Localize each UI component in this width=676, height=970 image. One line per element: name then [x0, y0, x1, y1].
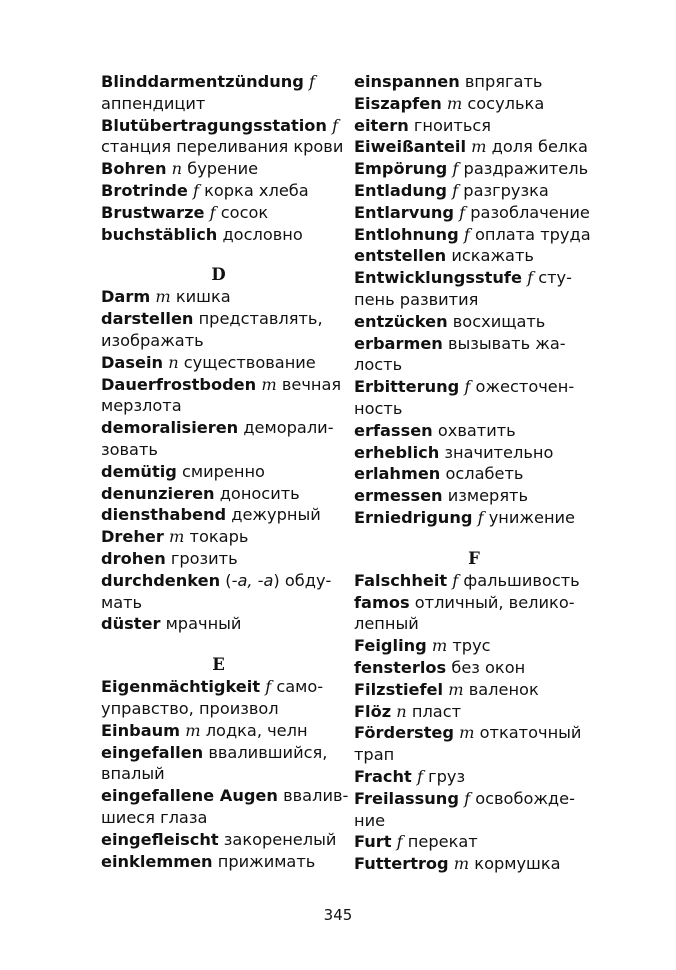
headword: Falschheit	[354, 570, 448, 590]
entry-line	[354, 245, 594, 267]
dictionary-entry	[101, 851, 336, 873]
entry-line	[101, 330, 336, 352]
headword: drohen	[101, 548, 166, 568]
dictionary-entry	[354, 485, 594, 507]
dictionary-entry	[354, 333, 594, 377]
translation: лодка, челн	[200, 720, 308, 740]
entry-line	[101, 224, 336, 246]
entry-line	[101, 93, 336, 115]
translation: пень развития	[354, 289, 479, 309]
translation: грозить	[165, 548, 238, 568]
entry-line	[101, 742, 336, 764]
left-column	[101, 71, 349, 872]
entry-line	[101, 71, 336, 93]
entry-line	[101, 352, 336, 374]
translation: сосок	[215, 202, 269, 222]
translation: шиеся глаза	[101, 807, 208, 827]
dictionary-entry	[354, 158, 594, 180]
grammar-marker: f	[472, 507, 484, 527]
dictionary-entry	[101, 286, 336, 308]
dictionary-entry	[101, 676, 336, 720]
translation: откаточный	[474, 723, 582, 743]
entry-line	[101, 720, 336, 742]
grammar-marker: f	[453, 202, 466, 222]
grammar-marker: f	[326, 115, 339, 135]
headword: fensterlos	[354, 657, 447, 677]
dictionary-entry	[354, 93, 594, 115]
grammar-marker: m	[256, 374, 277, 394]
headword: Fracht	[354, 766, 412, 786]
grammar-marker: f	[447, 180, 459, 200]
entry-line	[354, 267, 594, 289]
headword: Dreher	[101, 527, 164, 547]
dictionary-entry	[101, 613, 336, 635]
headword: eingefallene Augen	[101, 786, 278, 806]
headword: Brustwarze	[101, 202, 205, 222]
headword: Feigling	[354, 636, 427, 656]
entry-line	[354, 679, 594, 701]
headword: Darm	[101, 287, 151, 307]
headword: eitern	[354, 115, 409, 135]
translation: доносить	[214, 483, 300, 503]
grammar-marker: f	[204, 202, 216, 222]
dictionary-entry	[354, 722, 594, 766]
grammar-marker: f	[411, 766, 423, 786]
entry-line	[101, 158, 336, 180]
translation: значительно	[439, 442, 554, 462]
entry-line	[101, 417, 336, 439]
translation: восхищать	[447, 311, 546, 331]
translation: перекат	[402, 832, 478, 852]
entry-line	[101, 698, 336, 720]
headword: buchstäblich	[101, 224, 218, 244]
headword: Filzstiefel	[354, 679, 444, 699]
entry-line	[354, 766, 594, 788]
headword: darstellen	[101, 309, 194, 329]
entry-line	[101, 526, 336, 548]
entry-line	[101, 202, 336, 224]
headword: Blutübertragungsstation	[101, 115, 327, 135]
translation: ность	[354, 398, 403, 418]
grammar-marker: n	[391, 701, 407, 721]
translation: валенок	[463, 679, 539, 699]
headword: Einbaum	[101, 720, 181, 740]
grammar-marker: m	[454, 723, 475, 743]
grammar-marker: m	[163, 527, 185, 547]
entry-line	[101, 374, 342, 396]
entry-line	[101, 180, 336, 202]
entry-line	[354, 224, 594, 246]
dictionary-entry	[101, 526, 336, 548]
translation: смиренно	[176, 461, 265, 481]
translation: ние	[354, 810, 386, 830]
translation: бурение	[182, 159, 259, 179]
dictionary-entry	[354, 245, 594, 267]
translation: аппендицит	[101, 93, 206, 113]
translation: впрягать	[459, 72, 543, 91]
dictionary-entry	[354, 442, 594, 464]
translation: мать	[101, 592, 143, 612]
translation: кишка	[170, 287, 231, 307]
dictionary-entry	[354, 224, 594, 246]
translation: раздражитель	[458, 159, 589, 179]
grammar-marker: f	[303, 72, 315, 91]
entry-line	[354, 744, 594, 766]
translation: (	[220, 570, 232, 590]
entry-line	[354, 613, 594, 635]
translation: унижение	[483, 507, 576, 527]
headword: Freilassung	[354, 788, 459, 808]
dictionary-entry	[354, 180, 594, 202]
dictionary-entry	[101, 570, 336, 614]
entry-line	[354, 136, 594, 158]
dictionary-entry	[101, 224, 336, 246]
headword: Entlohnung	[354, 224, 459, 244]
dictionary-entry	[354, 853, 594, 875]
entry-line	[101, 136, 344, 158]
headword: Entlarvung	[354, 202, 454, 222]
headword: Entwicklungsstufe	[354, 268, 522, 288]
entry-line	[354, 180, 594, 202]
grammar-marker: f	[521, 268, 534, 288]
entry-line	[101, 613, 336, 635]
headword: Eiszapfen	[354, 93, 442, 113]
translation: прижимать	[212, 851, 316, 871]
dictionary-entry	[101, 202, 336, 224]
entry-line	[354, 570, 594, 592]
headword: entstellen	[354, 246, 447, 266]
entry-line	[101, 286, 336, 308]
entry-line	[101, 851, 336, 873]
grammar-marker: f	[447, 570, 459, 590]
entry-line	[354, 289, 594, 311]
dictionary-entry	[354, 635, 594, 657]
entry-line	[354, 376, 594, 398]
translation: ) обду-	[273, 570, 332, 590]
headword: Futtertrog	[354, 854, 449, 874]
dictionary-entry	[354, 570, 594, 592]
grammar-marker: m	[441, 93, 463, 113]
translation: трап	[354, 745, 395, 765]
translation: дословно	[217, 224, 303, 244]
entry-line	[101, 829, 336, 851]
entry-line	[101, 395, 336, 417]
dictionary-entry	[354, 657, 594, 679]
grammar-marker: m	[466, 137, 487, 157]
entry-line	[354, 635, 594, 657]
dictionary-entry	[354, 311, 594, 333]
grammar-marker: m	[180, 720, 201, 740]
entry-line	[354, 158, 594, 180]
entry-line	[101, 308, 336, 330]
entry-line	[354, 398, 594, 420]
entry-line	[354, 420, 594, 442]
dictionary-entry	[354, 701, 594, 723]
entry-line	[354, 788, 594, 810]
section-letter-heading: E	[212, 655, 225, 675]
translation: вызывать жа-	[442, 333, 566, 353]
translation: мрачный	[160, 614, 242, 634]
entry-line	[101, 483, 336, 505]
dictionary-entry	[354, 592, 594, 636]
grammar-marker: m	[443, 679, 464, 699]
dictionary-entry	[354, 507, 594, 529]
headword: ermessen	[354, 486, 443, 506]
headword: düster	[101, 614, 161, 634]
translation: станция переливания крови	[101, 137, 344, 157]
entry-line	[354, 853, 594, 875]
translation: ввалив-	[277, 786, 349, 806]
dictionary-entry	[101, 742, 336, 786]
headword: famos	[354, 592, 410, 612]
dictionary-entry	[354, 71, 594, 93]
headword: eingefleischt	[101, 829, 219, 849]
dictionary-entry	[354, 267, 594, 311]
dictionary-entry	[101, 504, 336, 526]
translation: отличный, велико-	[409, 592, 575, 612]
entry-line	[354, 592, 594, 614]
headword: Erbitterung	[354, 377, 460, 397]
grammar-marker: f	[391, 832, 403, 852]
entry-line	[101, 548, 336, 570]
translation: зовать	[101, 439, 158, 459]
translation: лость	[354, 355, 403, 375]
dictionary-entry	[101, 461, 336, 483]
headword: entzücken	[354, 311, 448, 331]
section-letter-heading: F	[468, 548, 480, 568]
entry-line	[354, 354, 594, 376]
headword: erheblich	[354, 442, 440, 462]
dictionary-entry	[354, 115, 594, 137]
translation: искажать	[446, 246, 534, 266]
translation: разгрузка	[458, 180, 549, 200]
translation: ввалившийся,	[203, 742, 328, 762]
translation: трус	[447, 636, 491, 656]
headword: erlahmen	[354, 464, 441, 484]
dictionary-entry	[101, 158, 336, 180]
translation: сосулька	[462, 93, 545, 113]
headword: demoralisieren	[101, 418, 239, 438]
headword: Furt	[354, 832, 392, 852]
headword: Flöz	[354, 701, 392, 721]
grammar-marker: m	[426, 636, 448, 656]
grammar-marker: f	[187, 180, 199, 200]
entry-line	[354, 722, 594, 744]
entry-line	[101, 504, 336, 526]
dictionary-entry	[354, 679, 594, 701]
translation: закоренелый	[218, 829, 337, 849]
headword: eingefallen	[101, 742, 204, 762]
headword: Dasein	[101, 352, 164, 372]
headword: diensthabend	[101, 505, 227, 525]
entry-line	[354, 831, 594, 853]
headword: Dauerfrostboden	[101, 374, 257, 394]
grammar-marker: n	[166, 159, 183, 179]
grammar-marker: m	[448, 854, 470, 874]
translation: управство, произвол	[101, 698, 279, 718]
dictionary-entry	[101, 785, 349, 829]
translation: доля белка	[486, 137, 588, 157]
dictionary-entry	[354, 136, 594, 158]
translation: пласт	[406, 701, 462, 721]
headword: Brotrinde	[101, 180, 188, 200]
translation: вечная	[276, 374, 342, 394]
translation: ожесточен-	[470, 377, 575, 397]
headword: Entladung	[354, 180, 448, 200]
dictionary-entry	[101, 374, 342, 418]
grammar-marker: n	[163, 352, 179, 372]
translation: изображать	[101, 330, 204, 350]
dictionary-entry	[101, 352, 336, 374]
translation: оплата труда	[469, 224, 591, 244]
dictionary-entry	[101, 180, 336, 202]
entry-line	[101, 439, 336, 461]
translation: кормушка	[469, 854, 561, 874]
entry-line	[354, 810, 594, 832]
dictionary-entry	[101, 720, 336, 742]
dictionary-entry	[354, 788, 594, 832]
dictionary-entry	[101, 483, 336, 505]
dictionary-entry	[354, 202, 594, 224]
translation-italic: -a, -a	[231, 570, 274, 590]
headword: erfassen	[354, 420, 433, 440]
dictionary-entry	[354, 463, 594, 485]
headword: Blinddarmentzündung	[101, 72, 304, 91]
dictionary-entry	[354, 376, 594, 420]
entry-line	[354, 657, 594, 679]
headword: Eigenmächtigkeit	[101, 677, 261, 697]
translation: представлять,	[193, 309, 323, 329]
translation: груз	[422, 766, 466, 786]
dictionary-entry	[354, 420, 594, 442]
dictionary-entry	[354, 831, 594, 853]
entry-line	[101, 461, 336, 483]
headword: Bohren	[101, 159, 167, 179]
entry-line	[354, 71, 594, 93]
entry-line	[354, 507, 594, 529]
entry-line	[101, 763, 336, 785]
right-column	[354, 71, 594, 875]
grammar-marker: f	[447, 159, 459, 179]
dictionary-entry	[101, 548, 336, 570]
dictionary-entry	[101, 308, 336, 352]
translation: мерзлота	[101, 396, 182, 416]
translation: гноиться	[408, 115, 492, 135]
headword: Eiweißanteil	[354, 137, 466, 157]
entry-line	[354, 115, 594, 137]
headword: durchdenken	[101, 570, 221, 590]
entry-line	[101, 115, 339, 137]
headword: Fördersteg	[354, 723, 454, 743]
entry-line	[354, 442, 594, 464]
entry-line	[354, 701, 594, 723]
dictionary-entry	[101, 829, 336, 851]
headword: einklemmen	[101, 851, 213, 871]
grammar-marker: f	[459, 377, 471, 397]
entry-line	[101, 807, 336, 829]
grammar-marker: f	[458, 788, 471, 808]
translation: освобожде-	[470, 788, 575, 808]
translation: существование	[178, 352, 316, 372]
grammar-marker: f	[458, 224, 470, 244]
dictionary-entry	[101, 417, 336, 461]
dictionary-entry	[101, 115, 344, 159]
translation: лепный	[354, 614, 419, 634]
entry-line	[354, 463, 594, 485]
grammar-marker: m	[150, 287, 171, 307]
translation: без окон	[446, 657, 526, 677]
section-letter-heading: D	[211, 265, 226, 285]
entry-line	[101, 570, 336, 592]
entry-line	[354, 485, 594, 507]
translation: токарь	[184, 527, 249, 547]
grammar-marker: f	[260, 677, 272, 697]
translation: разоблачение	[465, 202, 590, 222]
entry-line	[354, 333, 594, 355]
translation: измерять	[442, 486, 529, 506]
entry-line	[354, 93, 594, 115]
translation: само-	[271, 677, 324, 697]
translation: сту-	[533, 268, 572, 288]
headword: Empörung	[354, 159, 448, 179]
headword: demütig	[101, 461, 177, 481]
dictionary-entry	[101, 71, 336, 115]
entry-line	[354, 311, 594, 333]
translation: охватить	[432, 420, 516, 440]
translation: корка хлеба	[198, 180, 309, 200]
headword: erbarmen	[354, 333, 443, 353]
translation: фальшивость	[458, 570, 580, 590]
headword: einspannen	[354, 72, 460, 91]
translation: дежурный	[226, 505, 321, 525]
entry-line	[101, 676, 336, 698]
dictionary-entry	[354, 766, 594, 788]
headword: Erniedrigung	[354, 507, 473, 527]
entry-line	[101, 785, 349, 807]
page-number: 345	[323, 906, 353, 924]
translation: деморали-	[238, 418, 334, 438]
entry-line	[354, 202, 594, 224]
translation: впалый	[101, 764, 165, 784]
translation: ослабеть	[440, 464, 524, 484]
headword: denunzieren	[101, 483, 215, 503]
entry-line	[101, 592, 336, 614]
